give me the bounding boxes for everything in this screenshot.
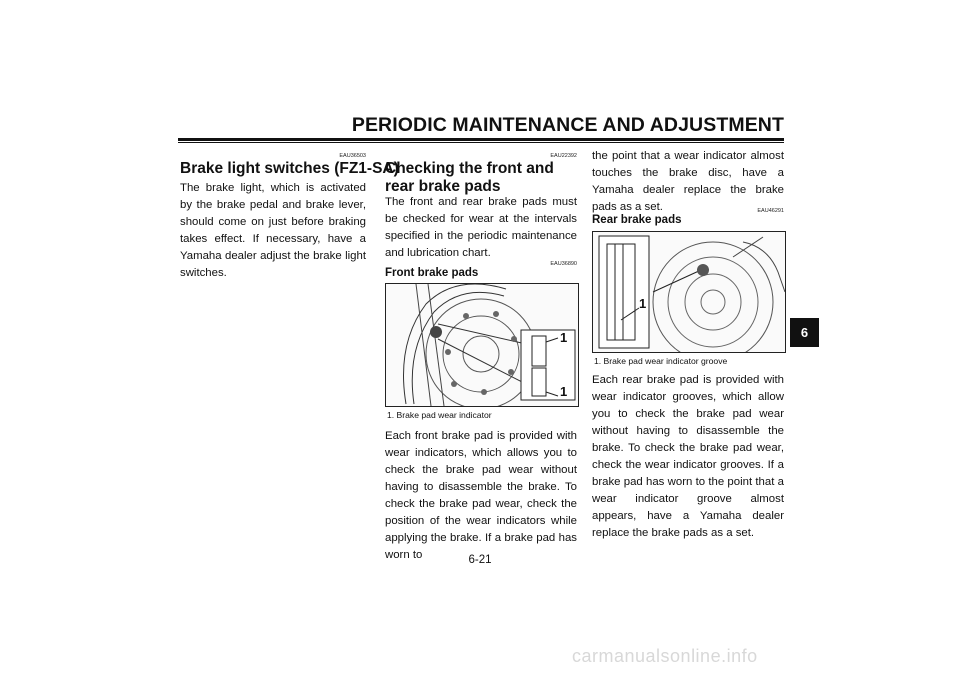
subheading-rear-brake-pads: Rear brake pads (592, 214, 682, 226)
section-paragraph: Each rear brake pad is provided with wear indicator grooves, which allow you to check the brake pad wear without having to disassemble the brake. To check the brake pad wear, check the wear indicator grooves. If a brake pad has worn to the point that a wear indicator groove almost appears, have a Yamaha dealer replace the brake pads as a set. (592, 374, 784, 539)
section-code: EAU36503 (339, 153, 366, 159)
subheading-front-brake-pads: Front brake pads (385, 267, 479, 279)
subsection-code: EAU46291 (757, 208, 784, 214)
figure-caption: 1. Brake pad wear indicator groove (594, 356, 728, 366)
section-tab: 6 (790, 318, 819, 347)
front-brake-figure (385, 283, 579, 407)
front-brake-illustration (386, 284, 578, 406)
page-header-title: PERIODIC MAINTENANCE AND ADJUSTMENT (351, 114, 784, 136)
watermark-text: carmanualsonline.info (572, 646, 758, 666)
section-paragraph: Each front brake pad is provided with wear indicators, which allows you to check the brake pad wear without having to disassemble the brake. To check the brake pad wear, check the position of the wear indicators while applying the brake. If a brake pad has worn to (385, 430, 577, 561)
rear-brake-illustration (593, 232, 785, 352)
figure-callout-1: 1 (560, 384, 568, 399)
section-paragraph: The brake light, which is activated by the brake pedal and brake lever, should come on just before braking takes effect. If necessary, have a Yamaha dealer adjust the brake light switches. (180, 182, 366, 279)
section-heading-brake-light-switches: Brake light switches (FZ1-SA) (180, 160, 399, 177)
page-number: 6-21 (468, 554, 492, 566)
figure-caption: 1. Brake pad wear indicator (387, 410, 492, 420)
section-code: EAU22392 (550, 153, 577, 159)
subsection-code: EAU36890 (550, 261, 577, 267)
rear-brake-figure (592, 231, 786, 353)
figure-callout-1: 1 (560, 330, 568, 345)
section-heading-brake-pads: Checking the front and rear brake pads (385, 160, 554, 195)
figure-callout-1: 1 (639, 296, 647, 311)
section-paragraph: The front and rear brake pads must be checked for wear at the intervals specified in the periodic maintenance and lubrication chart. (385, 196, 577, 259)
header-rule-thin (178, 142, 784, 143)
header-rule-thick (178, 138, 784, 141)
section-paragraph: the point that a wear indicator almost touches the brake disc, have a Yamaha dealer replace the brake pads as a set. (592, 150, 784, 213)
